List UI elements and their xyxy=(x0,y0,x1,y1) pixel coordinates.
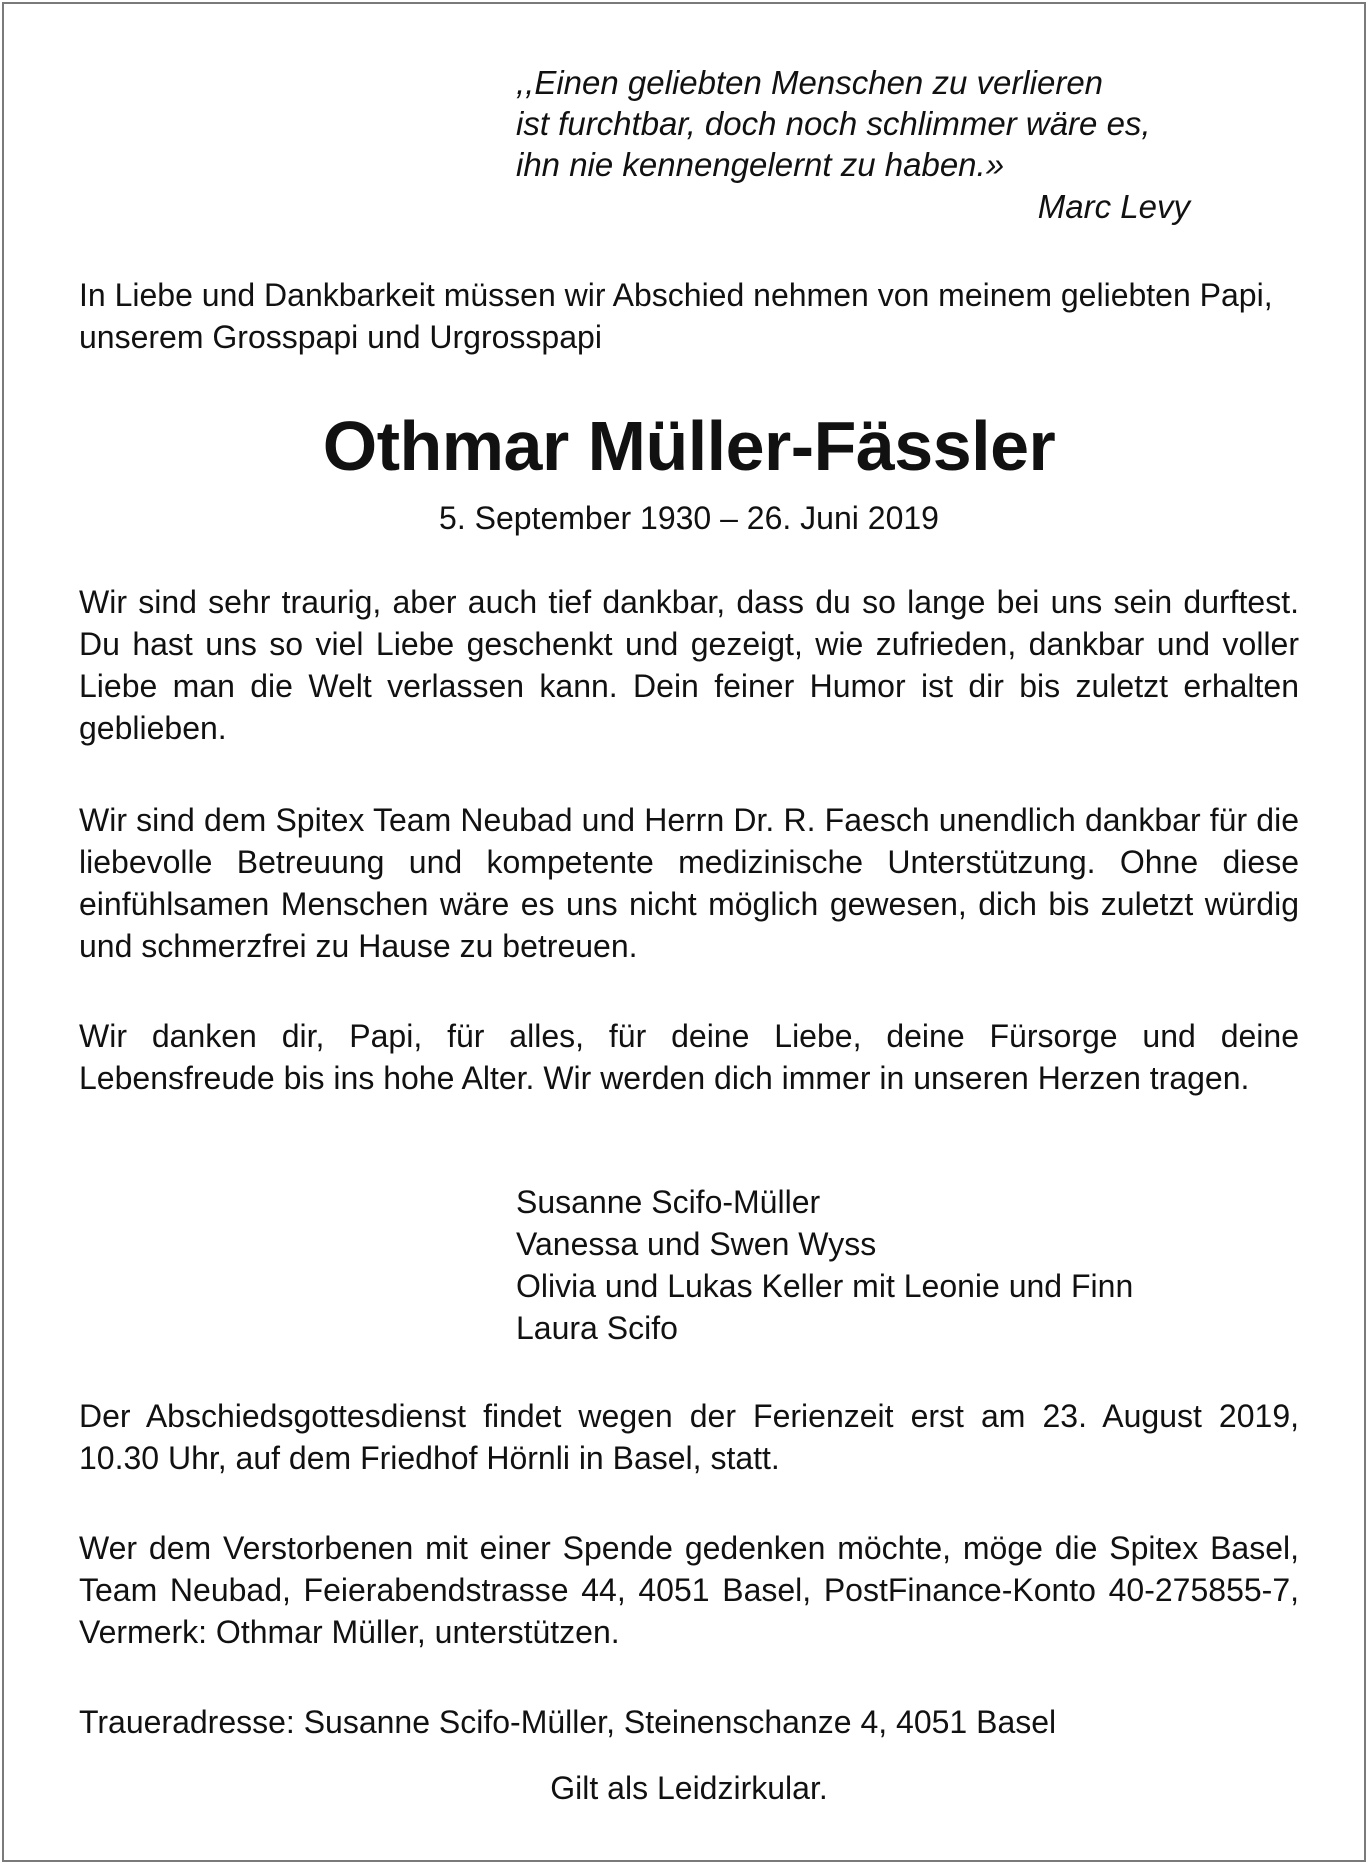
quote-author: Marc Levy xyxy=(1037,188,1190,225)
intro-text: In Liebe und Dankbarkeit müssen wir Abschied nehmen von meinem geliebten Papi, unserem Grosspapi und Urgrosspapi xyxy=(79,277,1273,355)
donation-info: Wer dem Verstorbenen mit einer Spende gedenken möchte, möge die Spitex Basel, Team Neubad, Feierabendstrasse 44, 4051 Basel, PostFinance-Konto 40-275855-7, Vermerk: Othmar Müller, unterstützen. xyxy=(79,1530,1299,1650)
service-info: Der Abschiedsgottesdienst findet wegen der Ferienzeit erst am 23. August 2019, 10.30 Uhr, auf dem Friedhof Hörnli in Basel, statt. xyxy=(79,1398,1299,1476)
paragraph-farewell: Wir danken dir, Papi, für alles, für deine Liebe, deine Fürsorge und deine Lebensfreude bis ins hohe Alter. Wir werden dich immer in unseren Herzen tragen. xyxy=(79,1018,1299,1096)
paragraph-thanks-care: Wir sind dem Spitex Team Neubad und Herrn Dr. R. Faesch unendlich dankbar für die liebevolle Betreuung und kompetente medizinische Unterstützung. Ohne diese einfühlsamen Menschen wäre es uns nicht möglich gewesen, dich bis zuletzt würdig und schmerzfrei zu Hause zu betreuen. xyxy=(79,802,1299,964)
mourner-name: Susanne Scifo-Müller xyxy=(516,1184,821,1220)
life-dates: 5. September 1930 – 26. Juni 2019 xyxy=(439,500,939,536)
quote-line: ihn nie kennengelernt zu haben.» xyxy=(516,146,1005,183)
mourner-name: Vanessa und Swen Wyss xyxy=(516,1226,877,1262)
mourner-name: Olivia und Lukas Keller mit Leonie und Finn xyxy=(516,1268,1134,1304)
obituary-notice xyxy=(2,2,1366,1862)
quote-line: ,,Einen geliebten Menschen zu verlieren xyxy=(516,64,1104,101)
closing-note: Gilt als Leidzirkular. xyxy=(550,1770,828,1806)
mourners-list xyxy=(516,1181,1133,1349)
quote-line: ist furchtbar, doch noch schlimmer wäre es, xyxy=(516,105,1151,142)
mourning-address: Traueradresse: Susanne Scifo-Müller, Steinenschanze 4, 4051 Basel xyxy=(79,1704,1057,1740)
epigraph-quote xyxy=(516,62,1196,185)
deceased-name: Othmar Müller-Fässler xyxy=(322,407,1056,485)
paragraph-gratitude: Wir sind sehr traurig, aber auch tief dankbar, dass du so lange bei uns sein durftest. Du hast uns so viel Liebe geschenkt und gezeigt, wie zufrieden, dankbar und voller Liebe man die Welt verlassen kann. Dein feiner Humor ist dir bis zuletzt erhalten geblieben. xyxy=(79,584,1299,746)
mourner-name: Laura Scifo xyxy=(516,1310,678,1346)
